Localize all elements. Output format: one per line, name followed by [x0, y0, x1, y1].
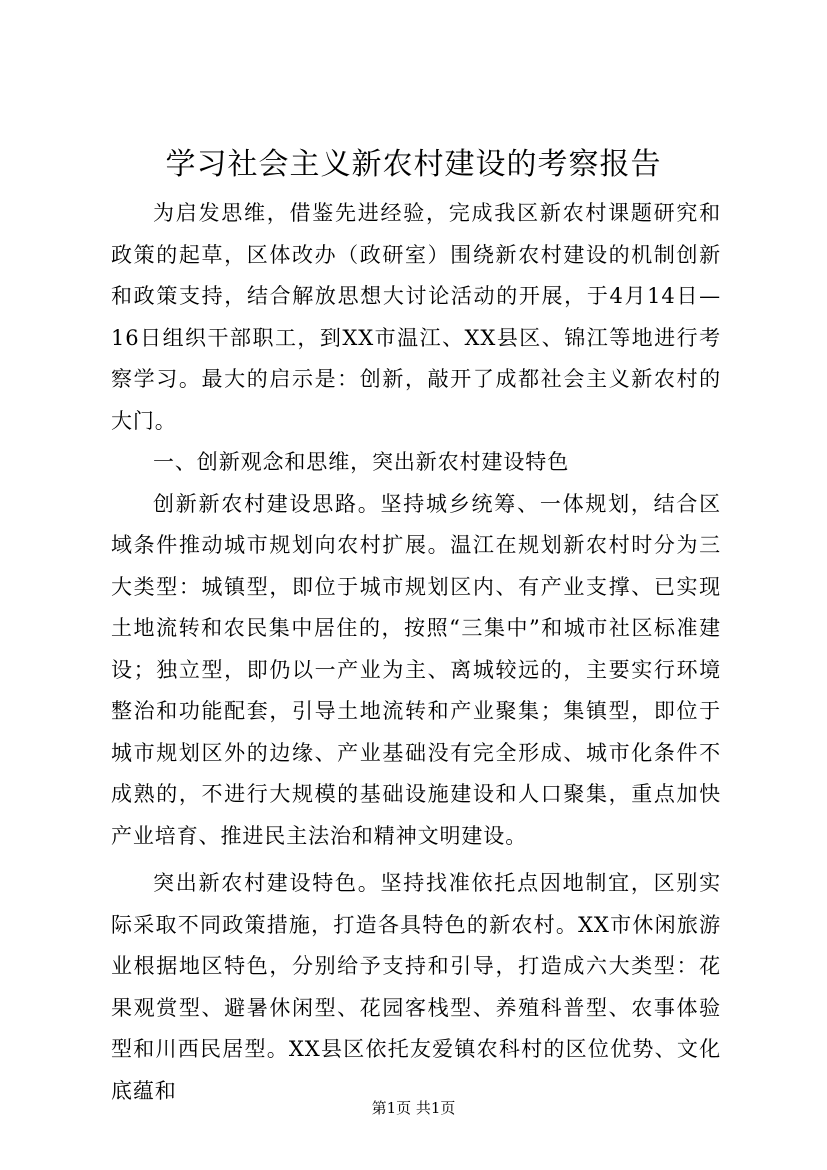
page-footer: [0, 1098, 827, 1118]
document-title: 学习社会主义新农村建设的考察报告: [165, 147, 662, 182]
paragraph-intro: 为启发思维，借鉴先进经验，完成我区新农村课题研究和政策的起草，区体改办（政研室）围绕新农村建设的机制创新和政策支持，结合解放思想大讨论活动的开展，于4月14日—16日组织干部职工，到XX市温江、XX县区、锦江等地进行考察学习。最大的启示是：创新，敲开了成都社会主义新农村的大门。: [111, 201, 721, 433]
paragraph-features: 突出新农村建设特色。坚持找准依托点因地制宜，区别实际采取不同政策措施，打造各具特色的新农村。XX市休闲旅游业根据地区特色，分别给予支持和引导，打造成六大类型：花果观赏型、避暑休闲型、花园客栈型、养殖科普型、农事体验型和川西民居型。XX县区依托友爱镇农科村的区位优势、文化底蕴和: [111, 871, 721, 1103]
section-heading: 一、创新观念和思维，突出新农村建设特色: [153, 450, 570, 474]
document-body: [111, 193, 721, 1112]
paragraph-planning: 创新新农村建设思路。坚持城乡统筹、一体规划，结合区域条件推动城市规划向农村扩展。温江在规划新农村时分为三大类型：城镇型，即位于城市规划区内、有产业支撑、已实现土地流转和农民集中居住的，按照“三集中”和城市社区标准建设；独立型，即仍以一产业为主、离城较远的，主要实行环境整治和功能配套，引导土地流转和产业聚集；集镇型，即位于城市规划区外的边缘、产业基础没有完全形成、城市化条件不成熟的，不进行大规模的基础设施建设和人口聚集，重点加快产业培育、推进民主法治和精神文明建设。: [111, 491, 721, 848]
page-number-label: 第1页 共1页: [371, 1099, 456, 1117]
